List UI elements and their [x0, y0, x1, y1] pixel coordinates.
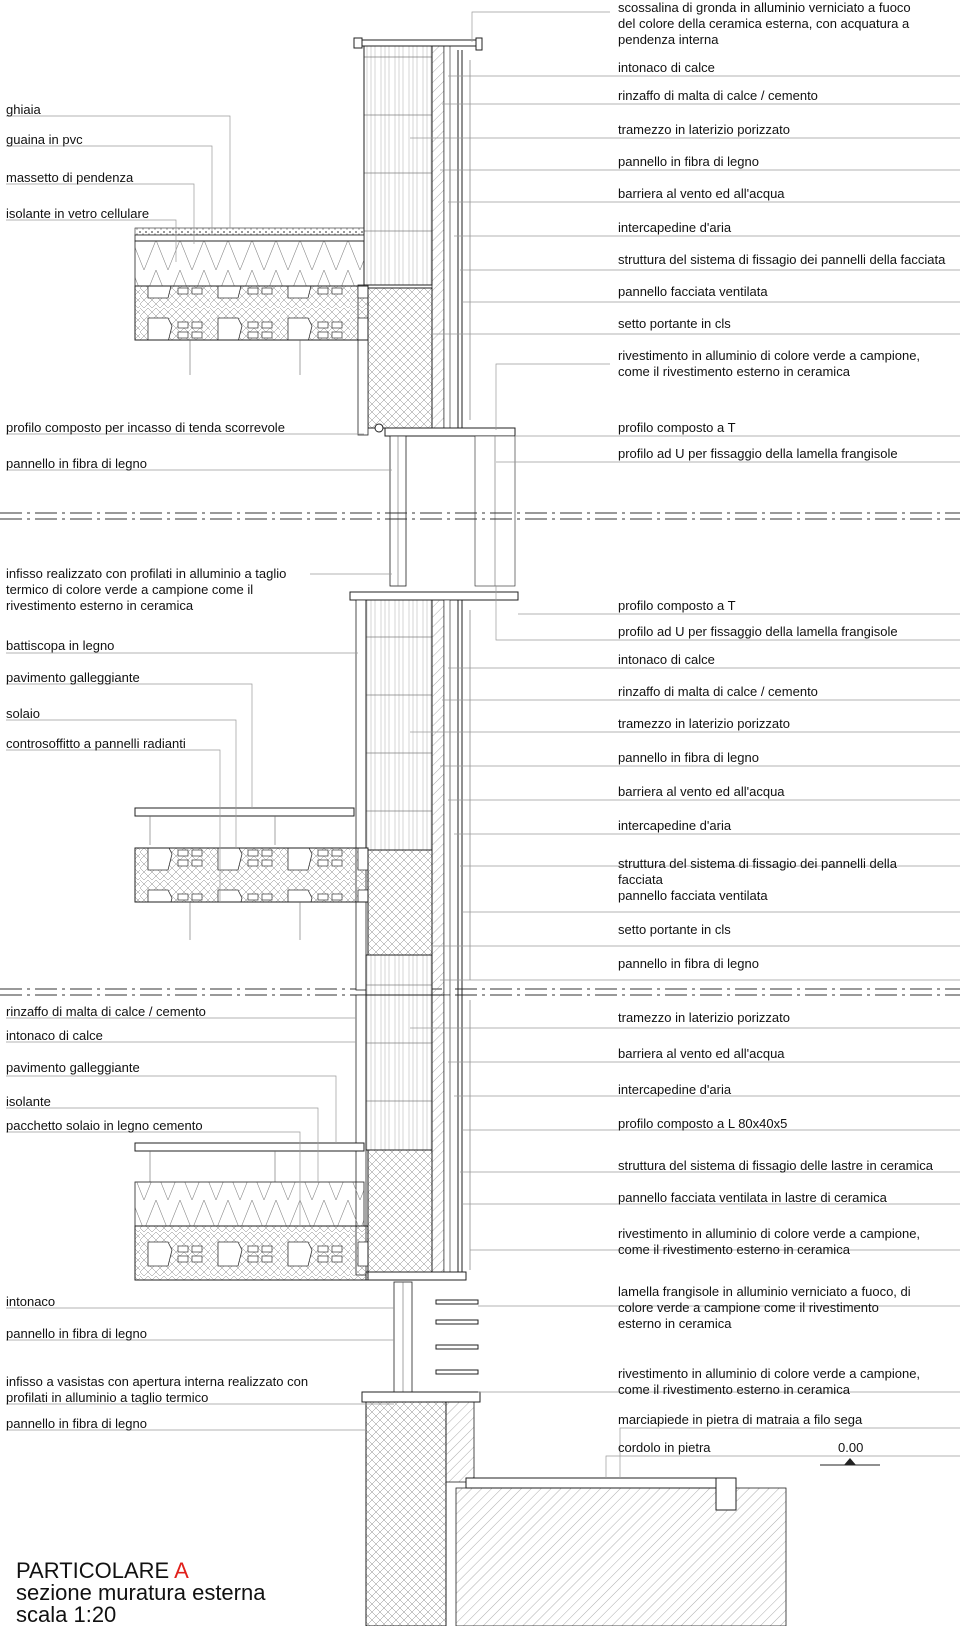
annotation-line: intonaco di calce [618, 652, 715, 667]
annotation-right-2 [618, 60, 715, 75]
lower-window [362, 1282, 480, 1402]
annotation-right-14 [618, 598, 736, 613]
annotation-line: barriera al vento ed all'acqua [618, 1046, 785, 1061]
annotation-line: ghiaia [6, 102, 41, 117]
annotation-left-19 [6, 1374, 308, 1405]
annotation-line: struttura del sistema di fissagio delle lastre in ceramica [618, 1158, 934, 1173]
annotation-left-6 [6, 456, 147, 471]
annotation-right-35 [618, 1412, 863, 1427]
annotation-right-36 [618, 1440, 711, 1455]
lower-slab [135, 1143, 368, 1280]
annotation-line: barriera al vento ed all'acqua [618, 186, 785, 201]
annotation-line: intercapedine d'aria [618, 818, 732, 833]
annotation-line: struttura del sistema di fissagio dei pannelli della facciata [618, 252, 946, 267]
annotation-line: tramezzo in laterizio porizzato [618, 716, 790, 731]
annotation-line: rivestimento in alluminio di colore verde a campione, [618, 1226, 921, 1241]
annotation-line: guaina in pvc [6, 132, 83, 147]
annotation-right-31 [618, 1190, 888, 1205]
annotation-left-12 [6, 1004, 206, 1019]
annotation-right-6 [618, 186, 785, 201]
annotation-line: scossalina di gronda in alluminio verniciato a fuoco [618, 0, 911, 15]
annotation-right-19 [618, 750, 759, 765]
annotation-line: lamella frangisole in alluminio verniciato a fuoco, di [618, 1284, 911, 1299]
annotation-line: intonaco di calce [618, 60, 715, 75]
annotation-line: infisso a vasistas con apertura interna realizzato con [6, 1374, 309, 1389]
annotation-line: pavimento galleggiante [6, 670, 140, 685]
annotation-line: controsoffitto a pannelli radianti [6, 736, 186, 751]
lower-wall [356, 995, 470, 1280]
annotation-line: marciapiede in pietra di matraia a filo sega [618, 1412, 863, 1427]
annotation-right-1 [618, 0, 911, 47]
annotation-right-15 [618, 624, 898, 639]
annotation-left-1 [6, 102, 41, 117]
annotations-right [618, 0, 946, 1455]
annotation-right-28 [618, 1082, 732, 1097]
annotation-left-15 [6, 1094, 51, 1109]
annotation-right-4 [618, 122, 790, 137]
annotation-line: profilo ad U per fissaggio della lamella frangisole [618, 624, 898, 639]
annotation-line: pannello in fibra di legno [618, 956, 759, 971]
annotation-line: rivestimento in alluminio di colore verde a campione, [618, 1366, 921, 1381]
annotation-line: barriera al vento ed all'acqua [618, 784, 785, 799]
annotation-line: intonaco [6, 1294, 56, 1309]
annotation-right-3 [618, 88, 818, 103]
annotation-right-29 [618, 1116, 787, 1131]
annotation-left-18 [6, 1326, 147, 1341]
middle-wall [350, 592, 518, 995]
annotation-left-3 [6, 170, 134, 185]
annotation-line: rinzaffo di malta di calce / cemento [618, 684, 818, 699]
annotation-right-9 [618, 284, 768, 299]
annotation-line: colore verde a campione come il rivestimento [618, 1300, 879, 1315]
title-accent: A [174, 1558, 189, 1583]
annotation-left-17 [6, 1294, 55, 1309]
annotation-line: rivestimento in alluminio di colore verde a campione, [618, 348, 921, 363]
annotation-right-18 [618, 716, 790, 731]
annotation-line: profilo composto a L 80x40x5 [618, 1116, 788, 1131]
annotation-left-4 [6, 206, 149, 221]
annotation-line: intercapedine d'aria [618, 1082, 732, 1097]
annotation-left-13 [6, 1028, 103, 1043]
annotation-line: facciata [618, 872, 663, 887]
annotation-line: pannello in fibra di legno [6, 1326, 147, 1341]
title-line-3: scala 1:20 [16, 1602, 117, 1626]
annotation-line: battiscopa in legno [6, 638, 115, 653]
title-line-2: sezione muratura esterna [16, 1580, 266, 1605]
title-block [16, 1558, 266, 1626]
annotation-right-26 [618, 1010, 790, 1025]
foundation [366, 1402, 880, 1626]
annotation-left-8 [6, 638, 114, 653]
annotation-line: rinzaffo di malta di calce / cemento [6, 1004, 206, 1019]
annotation-line: struttura del sistema di fissagio dei pannelli della [618, 856, 897, 871]
middle-slab [135, 808, 368, 940]
annotation-line: termico di colore verde a campione come il [6, 582, 254, 597]
annotation-line: massetto di pendenza [6, 170, 134, 185]
annotation-line: intonaco di calce [6, 1028, 103, 1043]
upper-wall [354, 38, 515, 436]
annotation-line: tramezzo in laterizio porizzato [618, 1010, 790, 1025]
annotation-right-20 [618, 784, 785, 799]
annotation-line: come il rivestimento esterno in ceramica [618, 364, 850, 379]
annotation-line: setto portante in cls [618, 922, 731, 937]
annotation-line: pannello in fibra di legno [618, 154, 759, 169]
annotation-line: rivestimento esterno in ceramica [6, 598, 194, 613]
annotation-line: tramezzo in laterizio porizzato [618, 122, 790, 137]
annotation-line: pannello in fibra di legno [618, 750, 759, 765]
annotation-line: rinzaffo di malta di calce / cemento [618, 88, 818, 103]
annotation-left-16 [6, 1118, 203, 1133]
annotation-right-16 [618, 652, 715, 667]
annotation-right-11 [618, 348, 920, 379]
annotation-left-20 [6, 1416, 147, 1431]
annotation-right-7 [618, 220, 732, 235]
annotation-line: profilo composto a T [618, 598, 736, 613]
window-upper [390, 436, 515, 586]
annotation-line: esterno in ceramica [618, 1316, 732, 1331]
annotation-left-9 [6, 670, 140, 685]
roof-slab [135, 228, 368, 375]
title-prefix: PARTICOLARE [16, 1558, 175, 1583]
annotation-line: profilo composto a T [618, 420, 736, 435]
annotation-line: pannello facciata ventilata in lastre di ceramica [618, 1190, 887, 1205]
annotation-left-5 [6, 420, 285, 435]
annotation-line: profilo ad U per fissaggio della lamella frangisole [618, 446, 898, 461]
annotation-line: isolante [6, 1094, 51, 1109]
annotation-line: pannello facciata ventilata [618, 888, 768, 903]
annotation-line: come il rivestimento esterno in ceramica [618, 1242, 850, 1257]
annotation-line: isolante in vetro cellulare [6, 206, 150, 221]
annotation-left-2 [6, 132, 83, 147]
annotation-left-10 [6, 706, 40, 721]
annotation-line: setto portante in cls [618, 316, 731, 331]
annotation-line: pannello in fibra di legno [6, 456, 147, 471]
annotation-right-25 [618, 956, 759, 971]
annotation-left-14 [6, 1060, 140, 1075]
level-mark: 0.00 [838, 1440, 864, 1455]
annotation-right-32 [618, 1226, 920, 1257]
annotation-right-30 [618, 1158, 934, 1173]
annotation-right-21 [618, 818, 732, 833]
annotation-line: profilati in alluminio a taglio termico [6, 1390, 209, 1405]
annotation-line: pannello in fibra di legno [6, 1416, 147, 1431]
annotation-right-22 [618, 856, 898, 887]
annotation-line: pannello facciata ventilata [618, 284, 768, 299]
annotation-line: infisso realizzato con profilati in alluminio a taglio [6, 566, 287, 581]
annotation-line: profilo composto per incasso di tenda scorrevole [6, 420, 285, 435]
annotation-right-24 [618, 922, 731, 937]
annotation-right-23 [618, 888, 768, 903]
annotation-line: intercapedine d'aria [618, 220, 732, 235]
annotation-right-27 [618, 1046, 785, 1061]
annotation-right-13 [618, 446, 898, 461]
annotation-right-12 [618, 420, 736, 435]
annotation-left-7 [6, 566, 286, 613]
annotation-line: cordolo in pietra [618, 1440, 711, 1455]
annotation-line: solaio [6, 706, 40, 721]
annotation-line: pacchetto solaio in legno cemento [6, 1118, 203, 1133]
annotation-right-33 [618, 1284, 911, 1331]
annotation-line: come il rivestimento esterno in ceramica [618, 1382, 850, 1397]
annotation-right-8 [618, 252, 946, 267]
annotation-right-5 [618, 154, 759, 169]
annotation-line: del colore della ceramica esterna, con acquatura a [618, 16, 910, 31]
annotation-left-11 [6, 736, 186, 751]
annotation-line: pavimento galleggiante [6, 1060, 140, 1075]
annotation-right-17 [618, 684, 818, 699]
annotation-right-10 [618, 316, 731, 331]
annotation-line: pendenza interna [618, 32, 719, 47]
